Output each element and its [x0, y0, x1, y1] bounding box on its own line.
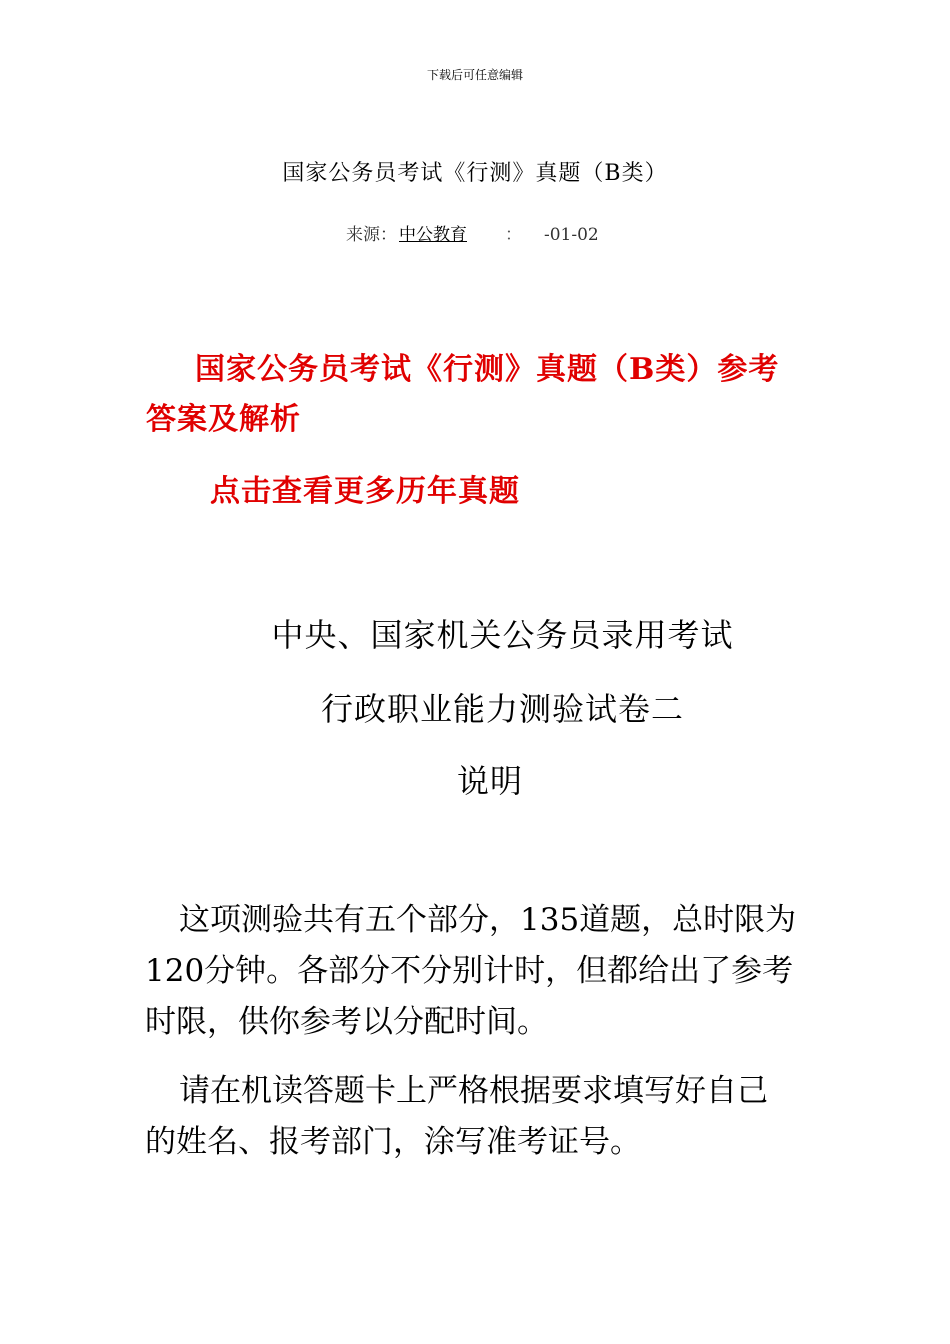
- paragraph-line: 的姓名、报考部门，涂写准考证号。: [145, 1124, 641, 1160]
- paragraph-line: 时限，供你参考以分配时间。: [145, 1004, 548, 1040]
- source-date: -01-02: [544, 225, 599, 245]
- instructions-paragraph-1: [145, 895, 815, 1048]
- source-label: 来源：: [346, 225, 397, 245]
- source-line: [346, 220, 599, 245]
- document-title: 国家公务员考试《行测》真题（B类）: [282, 161, 668, 186]
- page-header-note: 下载后可任意编辑: [426, 68, 523, 82]
- instructions-paragraph-2: [145, 1066, 815, 1168]
- more-past-exams-link[interactable]: 点击查看更多历年真题: [210, 474, 520, 509]
- paragraph-line: 请在机读答题卡上严格根据要求填写好自己: [179, 1073, 768, 1109]
- answer-link-line-1[interactable]: 国家公务员考试《行测》真题（B类）参考: [195, 352, 780, 387]
- instructions-heading: 说明: [456, 762, 523, 800]
- source-separator: ：: [505, 225, 522, 245]
- source-name-link[interactable]: 中公教育: [399, 225, 467, 245]
- paragraph-line: 这项测验共有五个部分，135道题，总时限为: [179, 902, 797, 938]
- answer-link-line-2[interactable]: 答案及解析: [146, 402, 301, 437]
- paragraph-line: 120分钟。各部分不分别计时，但都给出了参考: [145, 953, 794, 989]
- exam-heading: 中央、国家机关公务员录用考试: [271, 616, 734, 654]
- paper-heading: 行政职业能力测验试卷二: [320, 690, 684, 728]
